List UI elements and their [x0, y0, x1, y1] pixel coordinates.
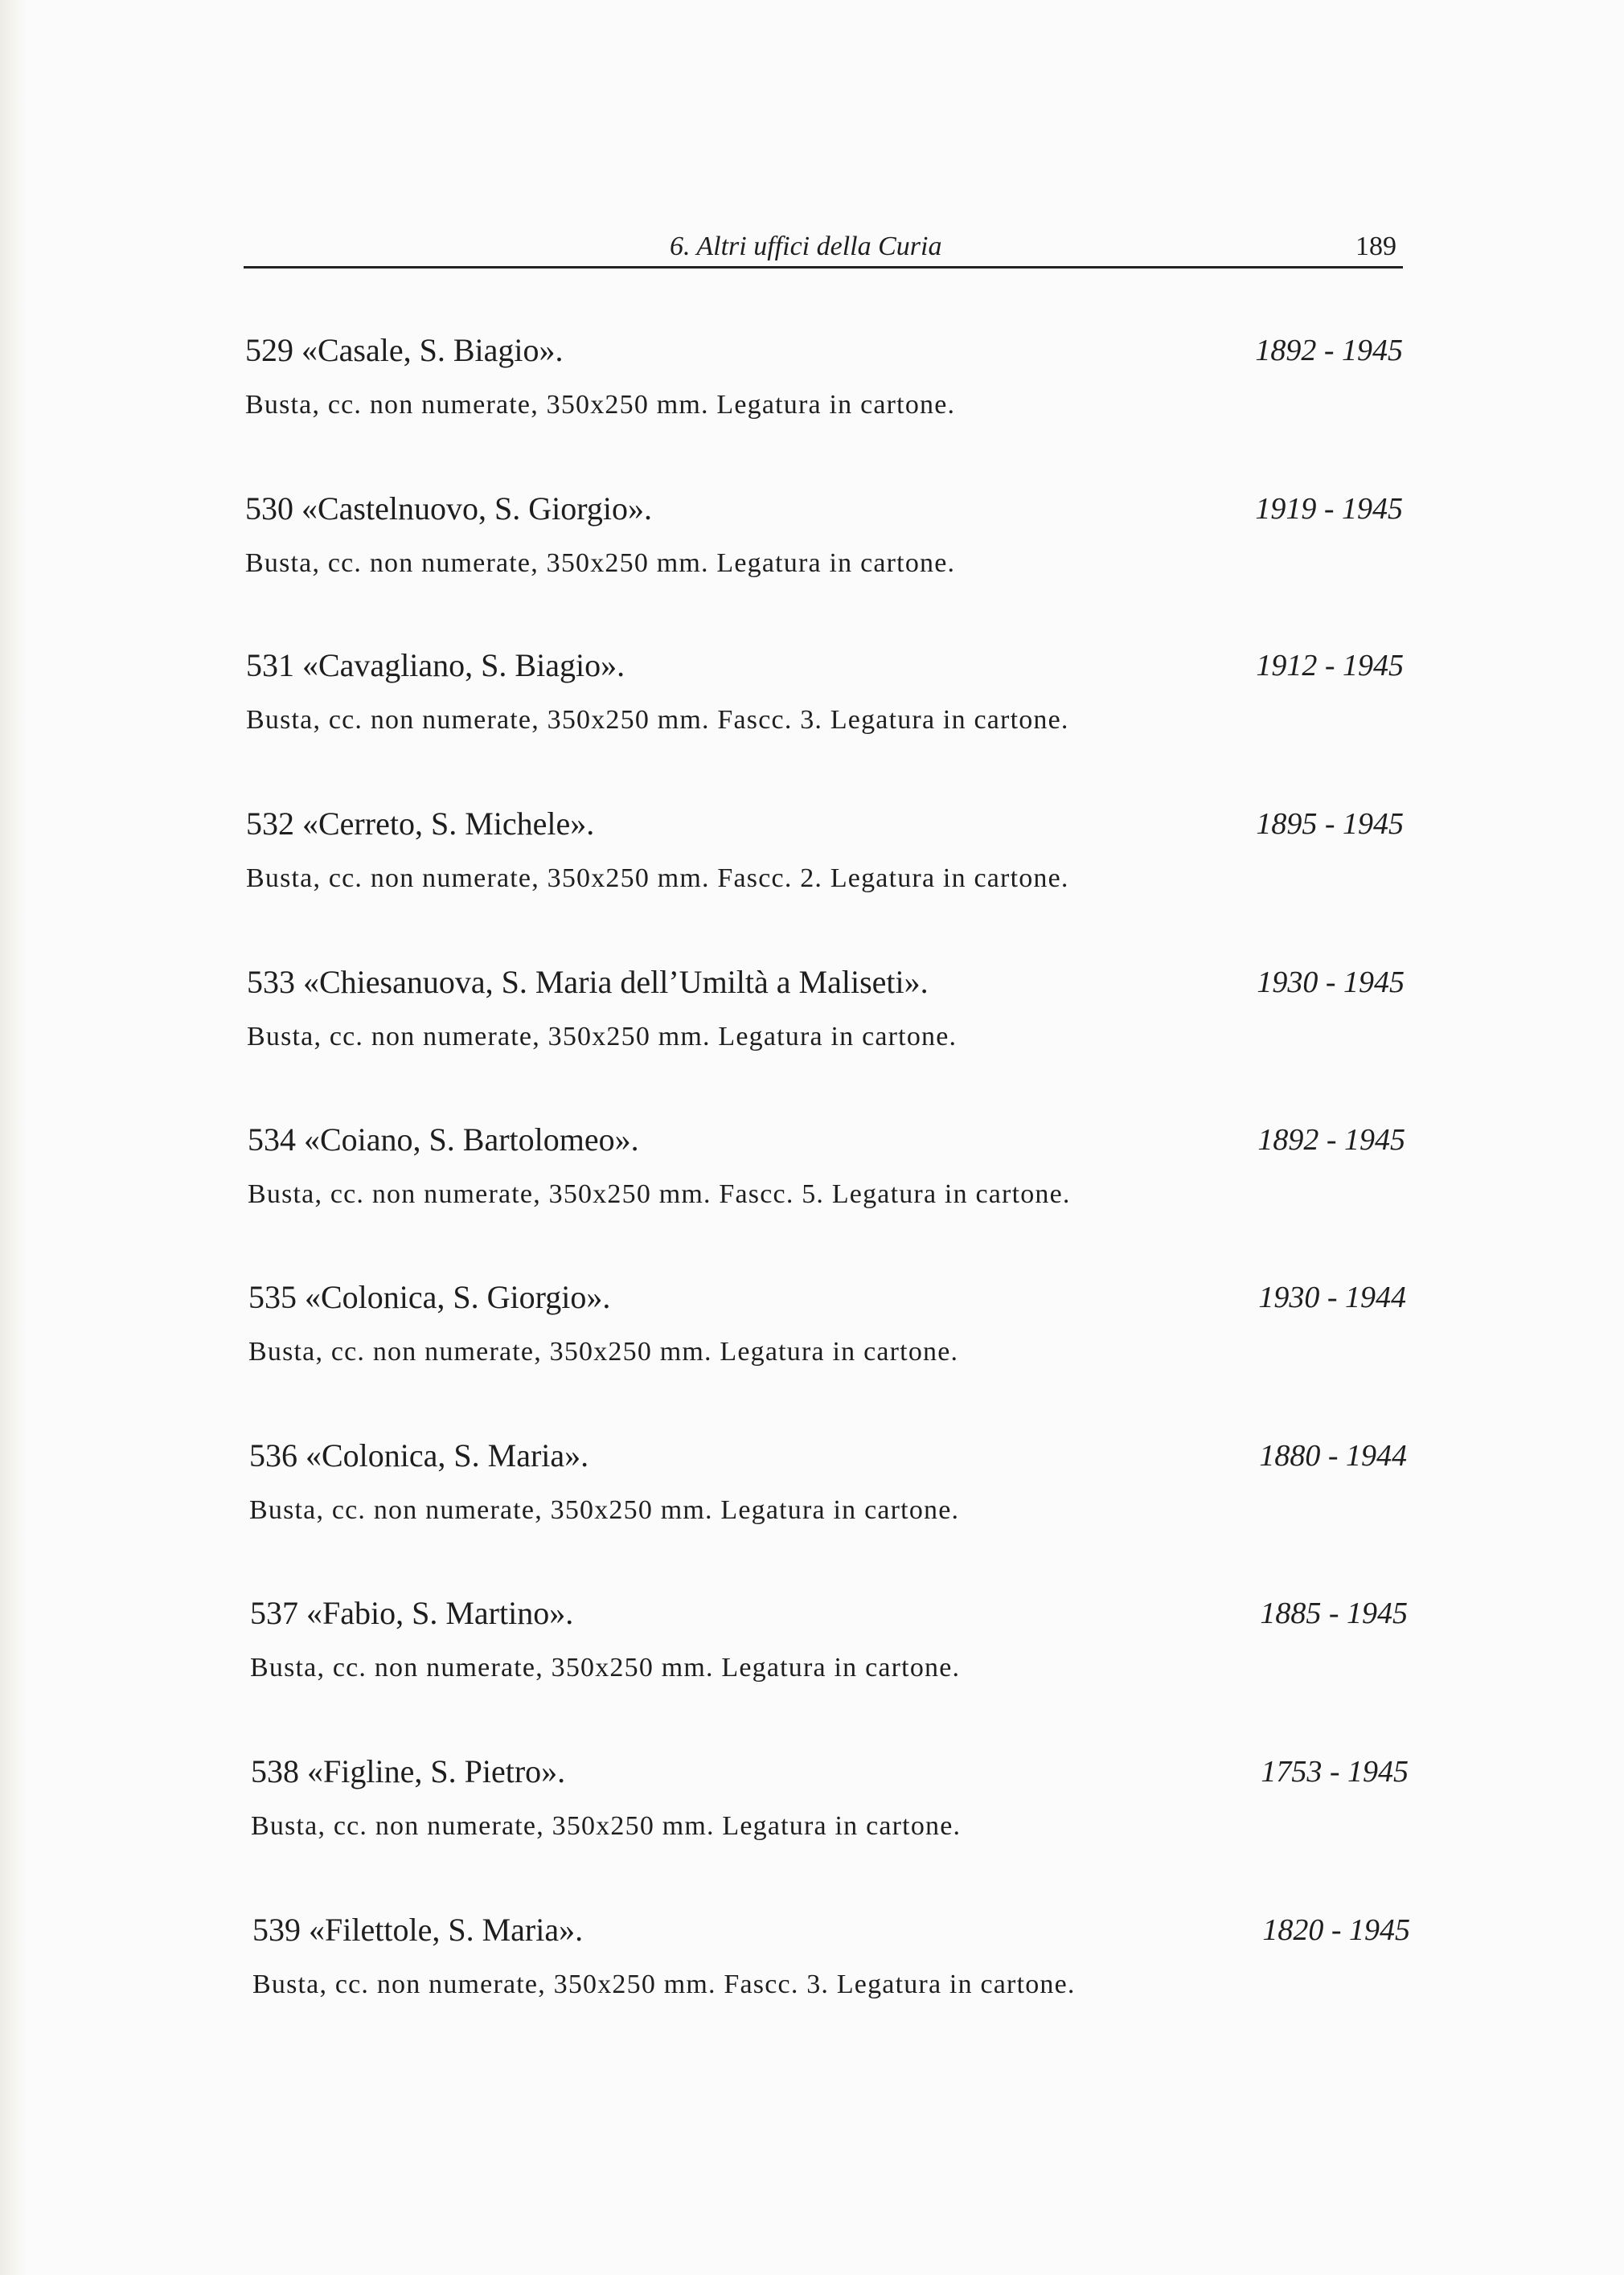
entry-heading [245, 488, 1403, 530]
entry-537 [250, 1592, 1408, 1689]
entry-years: 1930 - 1945 [1257, 965, 1405, 999]
entry-heading [250, 1592, 1408, 1634]
entry-years: 1880 - 1944 [1259, 1439, 1407, 1473]
entry-535 [248, 1277, 1406, 1373]
entry-description: Busta, cc. non numerate, 350x250 mm. Legatura in cartone. [250, 1653, 961, 1683]
entry-years: 1912 - 1945 [1256, 649, 1404, 682]
entry-years: 1930 - 1944 [1258, 1281, 1406, 1314]
entry-heading [248, 1277, 1406, 1318]
entry-529 [245, 330, 1403, 426]
entry-description: Busta, cc. non numerate, 350x250 mm. Legatura in cartone. [245, 548, 956, 578]
entry-heading [247, 961, 1405, 1003]
entry-heading [245, 330, 1403, 371]
entry-description: Busta, cc. non numerate, 350x250 mm. Legatura in cartone. [251, 1811, 962, 1841]
entry-title: 530 «Castelnuovo, S. Giorgio». [245, 490, 652, 527]
entry-description: Busta, cc. non numerate, 350x250 mm. Legatura in cartone. [247, 1022, 958, 1051]
entry-description: Busta, cc. non numerate, 350x250 mm. Legatura in cartone. [248, 1337, 959, 1367]
entry-years: 1820 - 1945 [1262, 1913, 1410, 1947]
entry-heading [246, 645, 1404, 687]
entry-years: 1892 - 1945 [1255, 334, 1403, 367]
entry-description: Busta, cc. non numerate, 350x250 mm. Fascc. 3. Legatura in cartone. [246, 705, 1069, 735]
entry-description: Busta, cc. non numerate, 350x250 mm. Fascc. 3. Legatura in cartone. [252, 1970, 1076, 1999]
page-number: 189 [1355, 232, 1396, 261]
entry-title: 532 «Cerreto, S. Michele». [246, 805, 595, 842]
entry-description: Busta, cc. non numerate, 350x250 mm. Fascc. 5. Legatura in cartone. [248, 1179, 1071, 1209]
entry-description: Busta, cc. non numerate, 350x250 mm. Fascc. 2. Legatura in cartone. [246, 863, 1069, 893]
entry-538 [251, 1751, 1409, 1847]
entry-heading [248, 1119, 1405, 1161]
entry-years: 1885 - 1945 [1260, 1597, 1408, 1630]
entry-years: 1895 - 1945 [1256, 807, 1404, 841]
entry-530 [245, 488, 1403, 584]
entry-536 [249, 1435, 1407, 1531]
entry-description: Busta, cc. non numerate, 350x250 mm. Legatura in cartone. [249, 1495, 960, 1525]
entry-539 [252, 1909, 1410, 2006]
running-title: 6. Altri uffici della Curia [670, 232, 942, 261]
entry-532 [246, 803, 1404, 900]
entry-title: 536 «Colonica, S. Maria». [249, 1437, 589, 1474]
entry-description: Busta, cc. non numerate, 350x250 mm. Legatura in cartone. [245, 390, 956, 420]
entry-years: 1892 - 1945 [1257, 1123, 1405, 1157]
entry-533 [247, 961, 1405, 1058]
entry-title: 533 «Chiesanuova, S. Maria dell’Umiltà a Maliseti». [247, 964, 929, 1000]
entry-title: 537 «Fabio, S. Martino». [250, 1595, 574, 1631]
entry-title: 529 «Casale, S. Biagio». [245, 332, 564, 368]
entry-534 [248, 1119, 1405, 1215]
entry-title: 531 «Cavagliano, S. Biagio». [246, 647, 625, 683]
entry-title: 535 «Colonica, S. Giorgio». [248, 1279, 611, 1315]
entry-heading [251, 1751, 1409, 1793]
entry-title: 539 «Filettole, S. Maria». [252, 1912, 584, 1948]
entry-531 [246, 645, 1404, 741]
entry-years: 1919 - 1945 [1255, 492, 1403, 526]
entry-years: 1753 - 1945 [1261, 1755, 1409, 1789]
entry-title: 534 «Coiano, S. Bartolomeo». [248, 1121, 639, 1158]
entry-title: 538 «Figline, S. Pietro». [251, 1753, 566, 1789]
entry-heading [252, 1909, 1410, 1951]
entry-heading [246, 803, 1404, 845]
entry-heading [249, 1435, 1407, 1477]
